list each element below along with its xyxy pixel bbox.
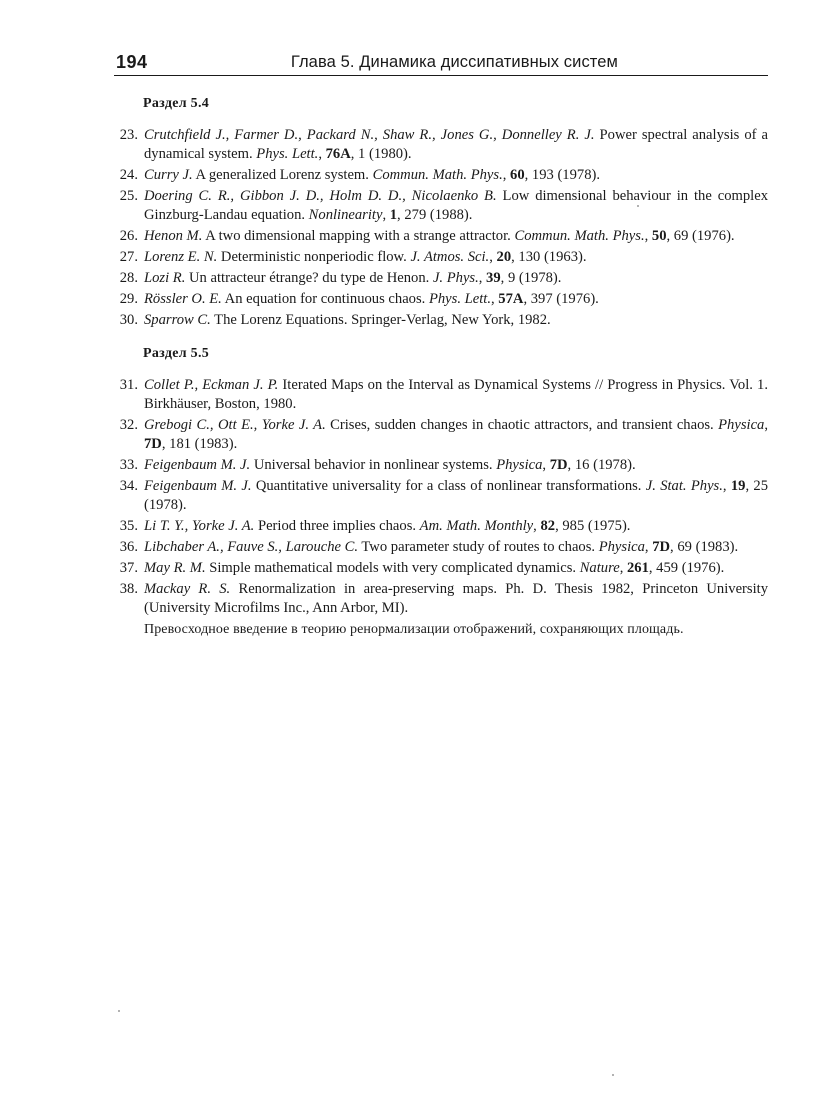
reference-number: 30. xyxy=(119,312,138,328)
reference-number: 29. xyxy=(119,291,138,307)
running-head xyxy=(114,52,768,76)
section-heading-5-4: Раздел 5.4 xyxy=(143,96,210,111)
reference-journal: Physica xyxy=(496,457,543,473)
reference-authors: Doering C. R., Gibbon J. D., Holm D. D., Nicolaenko B. xyxy=(144,188,497,204)
reference-number: 37. xyxy=(119,560,138,576)
reference-volume: 7D xyxy=(549,457,568,473)
reference-journal: Nature xyxy=(579,560,620,576)
reference-pages-year: , 1 (1980). xyxy=(350,146,412,162)
reference-journal: Am. Math. Monthly xyxy=(419,518,534,534)
section-heading-5-5: Раздел 5.5 xyxy=(143,346,210,361)
chapter-title: Глава 5. Динамика диссипативных систем xyxy=(290,53,618,71)
reference-volume: 7D xyxy=(144,436,162,452)
reference-separator: , xyxy=(489,249,497,265)
reference-pages-year: , 459 (1976). xyxy=(648,560,725,576)
reference-authors: Rössler O. E. xyxy=(144,291,222,307)
reference-number: 27. xyxy=(119,249,138,265)
reference-pages-year: , 193 (1978). xyxy=(524,167,601,183)
reference-authors: Crutchfield J., Farmer D., Packard N., Shaw R., Jones G., Donnelley R. J. xyxy=(144,127,595,143)
reference-separator: , xyxy=(491,291,499,307)
reference-item xyxy=(114,416,768,454)
scan-speck xyxy=(612,1074,614,1076)
reference-volume: 57A xyxy=(498,291,524,307)
reference-authors: Lozi R. xyxy=(144,270,186,286)
reference-title: Simple mathematical models with very complicated dynamics. xyxy=(205,560,580,576)
reference-number: 25. xyxy=(119,188,138,204)
reference-item xyxy=(114,477,768,515)
reference-volume: 1 xyxy=(389,207,398,223)
reference-number: 26. xyxy=(119,228,138,244)
header-rule xyxy=(114,75,768,76)
reference-pages-year: , 397 (1976). xyxy=(523,291,599,307)
reference-title: Quantitative universality for a class of nonlinear transformations. xyxy=(251,478,646,494)
reference-title: Renormalization in area-preserving maps. Ph. D. Thesis 1982, Princeton University (University Microfilms Inc., Ann Arbor, MI). xyxy=(144,581,768,616)
reference-separator: , xyxy=(644,539,653,555)
reference-authors: Libchaber A., Fauve S., Larouche C. xyxy=(144,539,359,555)
reference-journal: Commun. Math. Phys. xyxy=(514,228,645,244)
scan-speck xyxy=(118,1010,120,1012)
reference-authors: Li T. Y., Yorke J. A. xyxy=(144,518,255,534)
reference-authors: May R. M. xyxy=(144,560,206,576)
reference-number: 36. xyxy=(119,539,138,555)
reference-separator: , xyxy=(478,270,487,286)
reference-item xyxy=(114,311,768,330)
reference-authors: Feigenbaum M. J. xyxy=(144,457,251,473)
reference-volume: 76A xyxy=(325,146,351,162)
reference-volume: 19 xyxy=(730,478,746,494)
reference-volume: 82 xyxy=(540,518,556,534)
reference-separator: , xyxy=(764,417,768,433)
reference-journal: Phys. Lett. xyxy=(256,146,319,162)
reference-journal: Phys. Lett. xyxy=(428,291,491,307)
reference-item xyxy=(114,290,768,309)
reference-journal: Physica xyxy=(598,539,645,555)
page-number: 194 xyxy=(116,52,148,72)
reference-authors: Collet P., Eckman J. P. xyxy=(144,377,279,393)
reference-separator: , xyxy=(722,478,731,494)
scan-speck xyxy=(637,205,639,207)
reference-pages-year: , 25 (1978). xyxy=(144,478,769,513)
reference-journal: Physica xyxy=(718,417,765,433)
reference-title: Period three implies chaos. xyxy=(254,518,420,534)
reference-title: The Lorenz Equations. Springer-Verlag, New York, 1982. xyxy=(210,312,551,328)
reference-pages-year: , 279 (1988). xyxy=(397,207,473,223)
reference-number: 35. xyxy=(119,518,138,534)
reference-separator: , xyxy=(619,560,627,576)
reference-title: A two dimensional mapping with a strange attractor. xyxy=(202,228,515,244)
reference-number: 32. xyxy=(119,417,138,433)
reference-pages-year: , 9 (1978). xyxy=(500,270,562,286)
reference-title: Crises, sudden changes in chaotic attractors, and transient chaos. xyxy=(325,417,719,433)
reference-pages-year: , 69 (1976). xyxy=(666,228,735,244)
reference-journal: J. Stat. Phys. xyxy=(645,478,723,494)
reference-pages-year: , 69 (1983). xyxy=(670,539,739,555)
reference-pages-year: , 130 (1963). xyxy=(511,249,587,265)
reference-volume: 39 xyxy=(486,270,501,286)
reference-authors: Henon M. xyxy=(144,228,203,244)
reference-authors: Grebogi C., Ott E., Yorke J. A. xyxy=(144,417,326,433)
reference-number: 23. xyxy=(119,127,138,143)
reference-item xyxy=(114,580,768,639)
reference-item xyxy=(114,538,768,557)
reference-item xyxy=(114,559,768,578)
reference-authors: Sparrow C. xyxy=(144,312,211,328)
reference-title: Power spectral analysis of a dynamical system. xyxy=(144,127,768,162)
reference-journal: Nonlinearity xyxy=(308,207,383,223)
reference-pages-year: , 16 (1978). xyxy=(567,457,636,473)
reference-title: Deterministic nonperiodic flow. xyxy=(217,249,411,265)
reference-item xyxy=(114,126,768,164)
reference-separator: , xyxy=(542,457,550,473)
reference-pages-year: , 181 (1983). xyxy=(161,436,238,452)
reference-title: Un attracteur étrange? du type de Henon. xyxy=(185,270,433,286)
reference-annotation: Превосходное введение в теорию ренормализации отображений, сохраняющих площадь. xyxy=(144,622,684,637)
reference-item xyxy=(114,166,768,185)
reference-list-5-5 xyxy=(114,376,768,641)
reference-item xyxy=(114,227,768,246)
reference-journal: J. Phys. xyxy=(432,270,479,286)
reference-title: A generalized Lorenz system. xyxy=(192,167,373,183)
reference-volume: 50 xyxy=(651,228,667,244)
reference-title: An equation for continuous chaos. xyxy=(221,291,429,307)
reference-item xyxy=(114,456,768,475)
reference-number: 33. xyxy=(119,457,138,473)
reference-item xyxy=(114,376,768,414)
reference-separator: , xyxy=(382,207,390,223)
reference-item xyxy=(114,187,768,225)
reference-number: 31. xyxy=(119,377,138,393)
reference-authors: Feigenbaum M. J. xyxy=(144,478,252,494)
reference-authors: Lorenz E. N. xyxy=(144,249,218,265)
reference-number: 38. xyxy=(119,581,138,597)
reference-volume: 20 xyxy=(496,249,512,265)
reference-number: 28. xyxy=(119,270,138,286)
reference-volume: 60 xyxy=(510,167,525,183)
reference-list-5-4 xyxy=(114,126,768,332)
reference-title: Low dimensional behaviour in the complex Ginzburg-Landau equation. xyxy=(144,188,768,223)
reference-number: 24. xyxy=(119,167,138,183)
reference-title: Two parameter study of routes to chaos. xyxy=(358,539,599,555)
reference-item xyxy=(114,248,768,267)
reference-item xyxy=(114,269,768,288)
reference-volume: 7D xyxy=(652,539,671,555)
reference-title: Universal behavior in nonlinear systems. xyxy=(250,457,497,473)
reference-separator: , xyxy=(533,518,541,534)
reference-item xyxy=(114,517,768,536)
reference-pages-year: , 985 (1975). xyxy=(555,518,631,534)
reference-separator: , xyxy=(502,167,511,183)
reference-number: 34. xyxy=(119,478,138,494)
reference-journal: Commun. Math. Phys. xyxy=(372,167,503,183)
reference-authors: Curry J. xyxy=(144,167,193,183)
reference-separator: , xyxy=(644,228,652,244)
reference-journal: J. Atmos. Sci. xyxy=(410,249,490,265)
reference-volume: 261 xyxy=(626,560,649,576)
reference-title: Iterated Maps on the Interval as Dynamical Systems // Progress in Physics. Vol. 1. Birkhäuser, Boston, 1980. xyxy=(144,377,768,412)
reference-separator: , xyxy=(318,146,326,162)
reference-authors: Mackay R. S. xyxy=(144,581,231,597)
